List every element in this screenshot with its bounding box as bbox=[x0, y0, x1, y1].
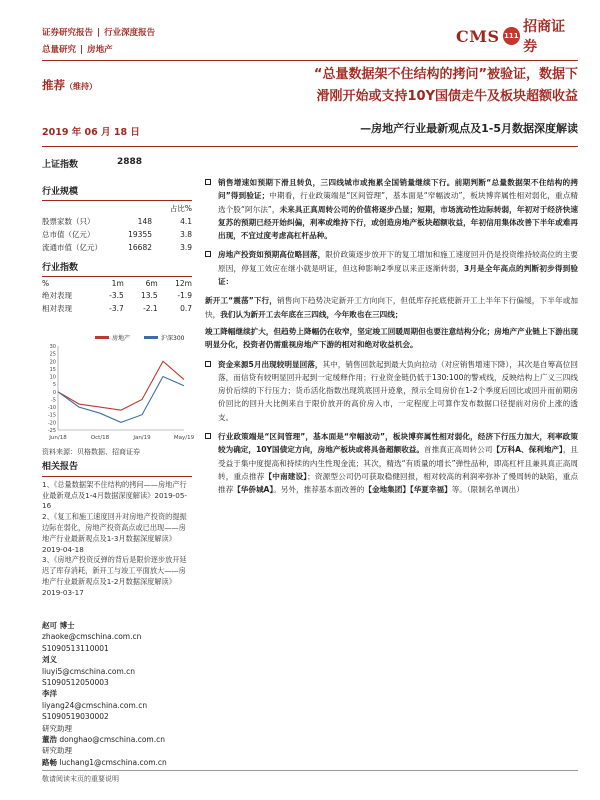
para-text: 首推真正高周转公司 bbox=[423, 445, 493, 455]
analyst-email: zhaoke@cmschina.com.cn bbox=[42, 632, 142, 642]
report-subtitle: —房地产行业最新观点及1-5月数据深度解读 bbox=[360, 122, 578, 135]
para-lead: 资金来源5月出现较明显回落， bbox=[218, 359, 323, 369]
industry-size-heading: 行业规模 bbox=[42, 187, 79, 197]
footer-divider bbox=[42, 770, 578, 771]
para-text: ，且受益于集中度提高和持续的内生性现金流；其次，精选“有质量的增长”弹性品种，即高杠杆且兼具真正高周转，重点推荐 bbox=[218, 445, 579, 481]
series-line-0 bbox=[58, 361, 184, 410]
x-tick-label: Jan/19 bbox=[133, 435, 151, 441]
para-lead: 行业政策端是“区间管理”，基本面是“窄幅波动”，板块博弈属性相对弱化，经济下行压力加大，利率政策较为确定，10Y国债定方向，房地产板块或将具备超额收益。 bbox=[218, 432, 578, 455]
logo-seal-icon: 111 bbox=[503, 27, 521, 45]
col-header: 6m bbox=[145, 279, 158, 288]
x-tick-label: May/19 bbox=[173, 435, 195, 441]
analyst-email: donghao@cmschina.com.cn bbox=[59, 735, 166, 745]
tag-sector: 房地产 bbox=[87, 45, 113, 55]
y-tick-label: 25 bbox=[49, 351, 56, 358]
industry-perf-rule bbox=[42, 276, 192, 277]
y-tick-label: -5 bbox=[51, 397, 56, 404]
related-report-item: 3、《房地产投资反弹的背后是限价逐步放开延迟了库存消耗，新开工与竣工平面放大——房地产行业最新观点及1-2月数据深度解读》2019-03-17 bbox=[42, 555, 187, 597]
legend-swatch bbox=[144, 336, 158, 339]
legend-swatch bbox=[95, 336, 109, 339]
industry-size-rule bbox=[42, 200, 192, 201]
tag-report-kind: 行业深度报告 bbox=[104, 28, 156, 38]
y-tick-label: 5 bbox=[52, 382, 56, 389]
summary-paragraph bbox=[205, 430, 578, 496]
table-row bbox=[42, 302, 192, 315]
industry-size-section bbox=[42, 184, 192, 254]
title-line-2: 滑刚开始或支持10Y国债走牛及板块超额收益 bbox=[316, 89, 578, 104]
report-tags: 证券研究报告 | 行业深度报告 总量研究 | 房地产 bbox=[42, 28, 156, 55]
related-report-item: 2、《复工和施工速度回升对房地产投资的提振边际在弱化，房地产投资高点或已出现——房地产行业最新观点及1-3月数据深度解读》2019-04-18 bbox=[42, 512, 187, 554]
related-heading: 相关报告 bbox=[42, 462, 79, 472]
title-line-1: “总量数据架不住结构的拷问”被验证，数据下 bbox=[313, 67, 578, 82]
para-text: 等。（限制名单调出） bbox=[451, 485, 524, 495]
y-tick-label: -20 bbox=[47, 420, 56, 427]
stock-pick: 【华侨城A】 bbox=[233, 485, 274, 495]
para-text: 。另外，推荐基本面改善的 bbox=[273, 485, 365, 495]
stock-pick: 【中南建设】 bbox=[264, 471, 308, 481]
analyst-email: luchang1@cmschina.com.cn bbox=[59, 757, 167, 767]
index-performance-chart bbox=[42, 342, 195, 446]
index-row bbox=[42, 157, 192, 170]
para-emphasis: 3月是全年高点的判断初步得到验证： bbox=[218, 263, 578, 287]
legend-item bbox=[144, 333, 184, 342]
para-text: ；资源型公司仍可获取稳健回报，相对较高的利润率弥补了慢周转的缺陷，重点推荐 bbox=[218, 471, 579, 495]
y-tick-label: 0 bbox=[52, 389, 56, 396]
analyst-id: S1090513110001 bbox=[42, 643, 109, 653]
analyst-role: 研究助理 bbox=[42, 746, 72, 756]
chart-legend bbox=[95, 333, 184, 342]
legend-label: 房地产 bbox=[112, 335, 131, 342]
square-bullet-icon bbox=[205, 251, 211, 257]
row-value: -3.5 bbox=[109, 291, 124, 300]
row-value: 13.5 bbox=[141, 291, 158, 300]
y-tick-label: -25 bbox=[47, 428, 56, 434]
row-value: 148 bbox=[137, 217, 152, 226]
row-label: 相对表现 bbox=[42, 304, 72, 313]
y-tick-label: 30 bbox=[49, 344, 56, 350]
analyst-name: 赵可 博士 bbox=[42, 621, 75, 630]
para-lead: 房地产投资如预期高位略回落， bbox=[218, 250, 326, 260]
sub-paragraph bbox=[205, 294, 578, 321]
row-value: -1.9 bbox=[177, 291, 192, 300]
row-value: 0.7 bbox=[180, 304, 192, 313]
summary-paragraph bbox=[205, 176, 578, 242]
row-value: 16682 bbox=[128, 243, 152, 252]
summary-paragraph bbox=[205, 248, 578, 288]
row-value: 19355 bbox=[128, 230, 152, 239]
industry-size-table bbox=[42, 202, 192, 254]
row-label: 股票家数（只） bbox=[42, 217, 95, 226]
table-header-row bbox=[42, 278, 192, 289]
analyst-name: 董浩 bbox=[42, 735, 57, 745]
table-row bbox=[42, 289, 192, 302]
analyst-id: S1090519030002 bbox=[42, 712, 109, 722]
row-value: -3.7 bbox=[109, 304, 124, 313]
logo-chinese: 招商证券 bbox=[523, 19, 566, 55]
row-label: 总市值（亿元） bbox=[42, 230, 95, 239]
col-header: 12m bbox=[175, 279, 192, 288]
y-tick-label: -15 bbox=[47, 412, 56, 419]
report-title bbox=[200, 64, 578, 108]
industry-perf-heading: 行业指数 bbox=[42, 263, 79, 273]
index-value: 2888 bbox=[116, 157, 142, 167]
report-body bbox=[205, 176, 578, 503]
legend-item bbox=[95, 333, 130, 342]
tag-research-type: 总量研究 bbox=[42, 45, 77, 55]
para-emphasis: 我们认为新开工去年底在三四线，今年败也在三四线； bbox=[220, 309, 403, 319]
date-divider bbox=[42, 146, 578, 147]
x-tick-label: Oct/18 bbox=[90, 435, 110, 441]
tag-report-type: 证券研究报告 bbox=[42, 28, 94, 38]
y-tick-label: 20 bbox=[49, 359, 56, 366]
y-tick-label: -10 bbox=[47, 405, 56, 412]
row-label: 流通市值（亿元） bbox=[42, 243, 102, 252]
rating-label: 推荐 bbox=[42, 78, 65, 92]
col-header: % bbox=[42, 279, 50, 288]
rating bbox=[42, 77, 97, 93]
row-value: -2.1 bbox=[143, 304, 158, 313]
analyst-name: 李洋 bbox=[42, 689, 57, 699]
para-text: 限价政策逐步放开下的复工增加和施工速度回升仍是投资维持较高位的主要原因，停复工效应在继小就是明证，但这种影响2季度以来正逐渐转弱， bbox=[218, 250, 579, 273]
stock-pick: 【万科A、保利地产】 bbox=[492, 445, 563, 455]
legend-label: 沪深300 bbox=[161, 335, 185, 342]
col-header: 1m bbox=[111, 279, 124, 288]
square-bullet-icon bbox=[205, 433, 211, 439]
stock-pick: 【金地集团】【华夏幸福】 bbox=[364, 485, 452, 495]
para-text: 销售向下趋势决定新开工方向向下，但低库存托底使新开工上半年下行偏缓，下半年或加快， bbox=[205, 296, 579, 319]
analyst-list bbox=[42, 620, 192, 768]
y-tick-label: 15 bbox=[49, 366, 56, 373]
table-row bbox=[42, 228, 192, 241]
para-lead: 竣工降幅继续扩大，但趋势上降幅仍在收窄，坚定竣工回暖周期但也要注意结构分化；房地产产业链上下游出现明显分化，投资者仍需重视房地产下游的相对和绝对收益机会。 bbox=[205, 326, 578, 350]
industry-perf-table bbox=[42, 278, 192, 315]
para-emphasis: 未来具正真周转公司的价值将逐步凸显；短期，市场流动性边际转弱，年初对于经济快速复苏的预期已经开始纠偏，利率或维持下行，或创造房地产板块超额收益，年初信用集体改善下半年或难再出现，不宜过度考虑高杠杆品种。 bbox=[218, 204, 578, 241]
square-bullet-icon bbox=[205, 179, 211, 185]
x-tick-label: Jun/18 bbox=[49, 435, 67, 441]
report-date: 2019 年 06 月 18 日 bbox=[42, 127, 140, 138]
y-tick-label: 10 bbox=[49, 374, 56, 381]
row-pct: 4.1 bbox=[180, 217, 192, 226]
logo-latin: CMS bbox=[456, 26, 500, 46]
related-rule bbox=[42, 476, 192, 477]
industry-perf-section bbox=[42, 260, 192, 315]
analyst-name: 刘义 bbox=[42, 655, 57, 665]
analyst-role: 研究助理 bbox=[42, 723, 72, 733]
para-lead: 销售增速如预期下滑且转负，三四线城市或拖累全国销量继续下行。前期判断“总量数据架不住结构的拷问”得到验证； bbox=[218, 178, 578, 201]
cms-logo bbox=[456, 19, 578, 55]
footer-note: 敬请阅读末页的重要说明 bbox=[42, 775, 119, 783]
rating-qualifier: （维持） bbox=[65, 82, 97, 91]
para-lead: 新开工“震荡”下行， bbox=[205, 296, 278, 306]
analyst-name: 路畅 bbox=[42, 757, 57, 767]
square-bullet-icon bbox=[205, 361, 211, 367]
para-text: 其中，销售回款起到最大负向拉动（对应销售增速下降），其次是自筹高位回落，而信贷有较明显回升起到一定缓释作用；行业资金链仍低于130:100的警戒线，反映结构上广义三四线房价后续的下行压力；货币活化指数出现筑底回升迹象，预示全局房价在1-2个季度后回比或回升而前期房价回比的回升大比例来自于限价放开的高价房入市，一定程度上可算作发布数据口径提前对房价上涨的透支。 bbox=[218, 359, 578, 422]
header-divider bbox=[42, 60, 578, 61]
industry-pct-header: 占比% bbox=[169, 204, 192, 213]
chart-source: 资料来源：贝格数据、招商证券 bbox=[42, 448, 140, 456]
related-reports bbox=[42, 462, 192, 599]
para-text: 中期看，行业政策端是“区间管理”，基本面是“窄幅波动”，板块博弈属性相对弱化，重点精选个股“阿尔法”， bbox=[218, 191, 578, 214]
row-pct: 3.9 bbox=[180, 243, 192, 252]
analyst-email: liuyi5@cmschina.com.cn bbox=[42, 666, 136, 676]
table-row bbox=[42, 215, 192, 228]
series-line-1 bbox=[58, 377, 184, 423]
sub-paragraph bbox=[205, 325, 578, 352]
related-report-item: 1、《总量数据架不住结构的拷问——房地产行业最新观点及1-4月数据深度解读》2019-05-16 bbox=[42, 479, 187, 511]
row-pct: 3.8 bbox=[180, 230, 192, 239]
summary-paragraph bbox=[205, 358, 578, 424]
index-label: 上证指数 bbox=[42, 160, 79, 170]
analyst-id: S1090512050003 bbox=[42, 678, 109, 688]
analyst-email: liyang24@cmschina.com.cn bbox=[42, 700, 148, 710]
table-row bbox=[42, 241, 192, 254]
row-label: 绝对表现 bbox=[42, 291, 72, 300]
